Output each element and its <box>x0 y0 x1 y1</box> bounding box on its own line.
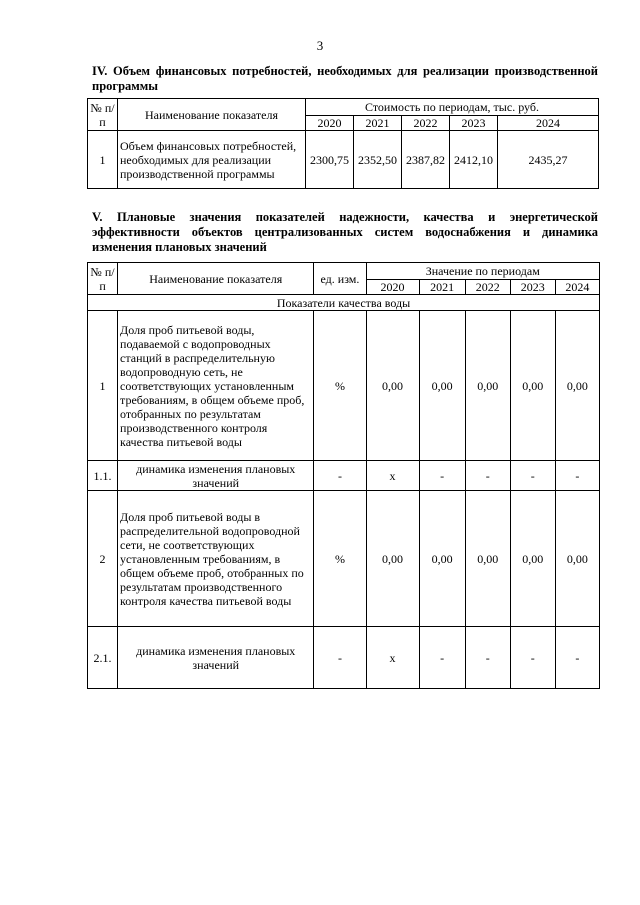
row-num: 1 <box>88 131 118 189</box>
row-name: Доля проб питьевой воды в распределительной водопроводной сети, не соответствующих установленным требованиям, в общем объеме проб, отобранных по результатам производственного контроля качества питьевой воды <box>118 491 314 627</box>
group-title: Показатели качества воды <box>88 295 600 311</box>
col-cost-header: Стоимость по периодам, тыс. руб. <box>306 99 599 116</box>
row-value: 0,00 <box>419 311 465 461</box>
row-value: - <box>465 461 510 491</box>
row-value: - <box>465 627 510 689</box>
table-row <box>88 131 599 189</box>
row-num: 2 <box>88 491 118 627</box>
row-value: 0,00 <box>555 311 599 461</box>
row-num: 1.1. <box>88 461 118 491</box>
row-value: 2352,50 <box>354 131 402 189</box>
year-header: 2020 <box>366 280 419 295</box>
row-value: - <box>555 461 599 491</box>
row-value: 0,00 <box>465 491 510 627</box>
col-num-header: № п/п <box>88 99 118 131</box>
table-row <box>88 311 600 461</box>
quality-indicators-table <box>87 262 600 689</box>
row-value: 0,00 <box>510 491 555 627</box>
row-num: 2.1. <box>88 627 118 689</box>
row-name: Доля проб питьевой воды, подаваемой с водопроводных станций в распределительную водопроводную сеть, не соответствующих установленным требованиям, в общем объеме проб, отобранных по результатам производственного контроля качества питьевой воды <box>118 311 314 461</box>
row-value: 2412,10 <box>450 131 498 189</box>
row-num: 1 <box>88 311 118 461</box>
section-4-heading: IV. Объем финансовых потребностей, необходимых для реализации производственной программы <box>92 64 598 93</box>
row-unit: - <box>314 627 366 689</box>
row-value: 0,00 <box>366 491 419 627</box>
row-value: 0,00 <box>555 491 599 627</box>
col-unit-header: ед. изм. <box>314 263 366 295</box>
row-value: 2435,27 <box>498 131 599 189</box>
row-value: - <box>419 461 465 491</box>
row-value: 0,00 <box>419 491 465 627</box>
page-number: 3 <box>316 38 324 53</box>
year-header: 2020 <box>306 116 354 131</box>
row-unit: % <box>314 311 366 461</box>
row-name: динамика изменения плановых значений <box>118 461 314 491</box>
row-value: x <box>366 461 419 491</box>
row-value: - <box>555 627 599 689</box>
row-value: - <box>510 627 555 689</box>
row-name: Объем финансовых потребностей, необходимых для реализации производственной программы <box>118 131 306 189</box>
table-row <box>88 491 600 627</box>
col-name-header: Наименование показателя <box>118 263 314 295</box>
section-5-heading: V. Плановые значения показателей надежности, качества и энергетической эффективности объектов централизованных систем водоснабжения и динамика изменения плановых значений <box>92 210 598 254</box>
year-header: 2024 <box>555 280 599 295</box>
year-header: 2021 <box>419 280 465 295</box>
col-values-header: Значение по периодам <box>366 263 600 280</box>
row-value: 0,00 <box>366 311 419 461</box>
year-header: 2023 <box>450 116 498 131</box>
row-value: x <box>366 627 419 689</box>
table-row <box>88 627 600 689</box>
financial-needs-table <box>87 98 599 189</box>
row-unit: % <box>314 491 366 627</box>
row-value: 0,00 <box>510 311 555 461</box>
row-unit: - <box>314 461 366 491</box>
year-header: 2023 <box>510 280 555 295</box>
row-value: 0,00 <box>465 311 510 461</box>
year-header: 2021 <box>354 116 402 131</box>
table-row <box>88 461 600 491</box>
col-name-header: Наименование показателя <box>118 99 306 131</box>
row-value: 2300,75 <box>306 131 354 189</box>
year-header: 2024 <box>498 116 599 131</box>
row-value: - <box>510 461 555 491</box>
row-name: динамика изменения плановых значений <box>118 627 314 689</box>
row-value: 2387,82 <box>402 131 450 189</box>
year-header: 2022 <box>402 116 450 131</box>
year-header: 2022 <box>465 280 510 295</box>
col-num-header: № п/п <box>88 263 118 295</box>
row-value: - <box>419 627 465 689</box>
